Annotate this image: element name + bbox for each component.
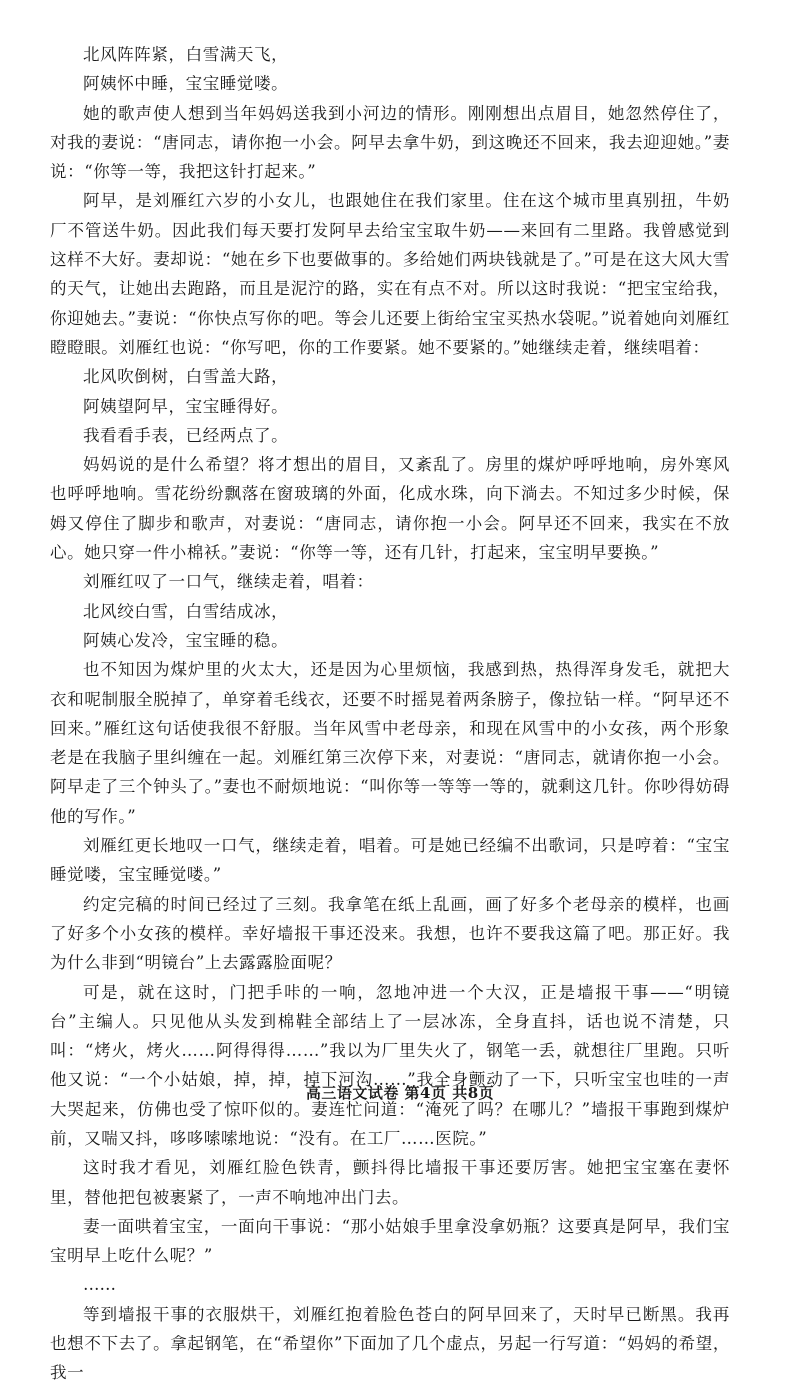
song-line: 阿姨怀中睡，宝宝睡觉喽。 (83, 74, 289, 94)
paragraph: 这时我才看见，刘雁红脸色铁青，颤抖得比墙报干事还要厉害。她把宝宝塞在妻怀里，替他把包被裹紧了，一声不响地冲出门去。 (50, 1158, 730, 1207)
paragraph: 她的歌声使人想到当年妈妈送我到小河边的情形。刚刚想出点眉目，她忽然停住了，对我的妻说：“唐同志，请你抱一小会。阿早去拿牛奶，到这晚还不回来，我去迎迎她。”妻说：“你等一等，我把这针打起来。” (50, 103, 730, 182)
song-line: 刘雁红叹了一口气，继续走着，唱着： (83, 572, 374, 592)
article-body (50, 40, 730, 1388)
paragraph: 约定完稿的时间已经过了三刻。我拿笔在纸上乱画，画了好多个老母亲的模样，也画了好多个小女孩的模样。幸好墙报干事还没来。我想，也许不要我这篇了吧。那正好。我为什么非到“明镜台”上去露露脸面呢？ (50, 894, 730, 973)
paragraph: 妈妈说的是什么希望？将才想出的眉目，又紊乱了。房里的煤炉呼呼地响，房外寒风也呼呼地响。雪花纷纷飘落在窗玻璃的外面，化成水珠，向下淌去。不知过多少时候，保姆又停住了脚步和歌声，对妻说：“唐同志，请你抱一小会。阿早还不回来，我实在不放心。她只穿一件小棉袄。”妻说：“你等一等，还有几针，打起来，宝宝明早要换。” (50, 455, 730, 563)
song-line: 北风绞白雪，白雪结成冰， (83, 601, 289, 621)
song-line: 阿姨心发冷，宝宝睡的稳。 (83, 630, 289, 650)
paragraph: 可是，就在这时，门把手咔的一响，忽地冲进一个大汉，正是墙报干事——“明镜台”主编人。只见他从头发到棉鞋全部结上了一层冰冻，全身直抖，话也说不清楚，只叫：“烤火，烤火……阿得得得……”我以为厂里失火了，钢笔一丢，就想往厂里跑。只听他又说：“一个小姑娘，掉，掉，掉下河沟……”我全身颤动了一下，只听宝宝也哇的一声大哭起来，仿佛也受了惊吓似的。妻连忙问道：“淹死了吗？在哪儿？”墙报干事跑到煤炉前，又喘又抖，哆哆嗦嗦地说：“没有。在工厂……医院。” (50, 982, 730, 1148)
song-line: 北风阵阵紧，白雪满天飞， (83, 45, 289, 64)
paragraph: 也不知因为煤炉里的火太大，还是因为心里烦恼，我感到热，热得浑身发毛，就把大衣和呢制服全脱掉了，单穿着毛线衣，还要不时摇晃着两条膀子，像拉钻一样。“阿早还不回来。”雁红这句话使我很不舒服。当年风雪中老母亲，和现在风雪中的小女孩，两个形象老是在我脑子里纠缠在一起。刘雁红第三次停下来，对妻说：“唐同志，就请你抱一小会。阿早走了三个钟头了。”妻也不耐烦地说：“叫你等一等等一等的，就剩这几针。你吵得妨碍他的写作。” (50, 660, 730, 826)
song-line: 我看看手表，已经两点了。 (83, 425, 289, 445)
paragraph: 等到墙报干事的衣服烘干，刘雁红抱着脸色苍白的阿早回来了，天时早已断黑。我再也想不下去了。拿起钢笔，在“希望你”下面加了几个虚点，另起一行写道：“妈妈的希望，我一 (50, 1304, 730, 1383)
paragraph: 阿早，是刘雁红六岁的小女儿，也跟她住在我们家里。住在这个城市里真别扭，牛奶厂不管送牛奶。因此我们每天要打发阿早去给宝宝取牛奶——来回有二里路。我曾感觉到这样不大好。妻却说：“她在乡下也要做事的。多给她们两块钱就是了。”可是在这大风大雪的天气，让她出去跑路，而且是泥泞的路，实在有点不对。所以这时我说：“把宝宝给我，你迎她去。”妻说：“你快点写你的吧。等会儿还要上街给宝宝买热水袋呢。”说着她向刘雁红瞪瞪眼。刘雁红也说：“你写吧，你的工作要紧。她不要紧的。”她继续走着，继续唱着： (50, 191, 730, 357)
page-footer: 高三语文试卷 第4页 共8页 (305, 1084, 495, 1102)
song-line: 北风吹倒树，白雪盖大路， (83, 367, 289, 387)
ellipsis-line: …… (83, 1275, 116, 1295)
paragraph: 刘雁红更长地叹一口气，继续走着，唱着。可是她已经编不出歌词，只是哼着：“宝宝睡觉喽，宝宝睡觉喽。” (50, 836, 730, 885)
paragraph: 妻一面哄着宝宝，一面向干事说：“那小姑娘手里拿没拿奶瓶？这要真是阿早，我们宝宝明早上吃什么呢？” (50, 1216, 730, 1266)
song-line: 阿姨望阿早，宝宝睡得好。 (83, 396, 289, 416)
